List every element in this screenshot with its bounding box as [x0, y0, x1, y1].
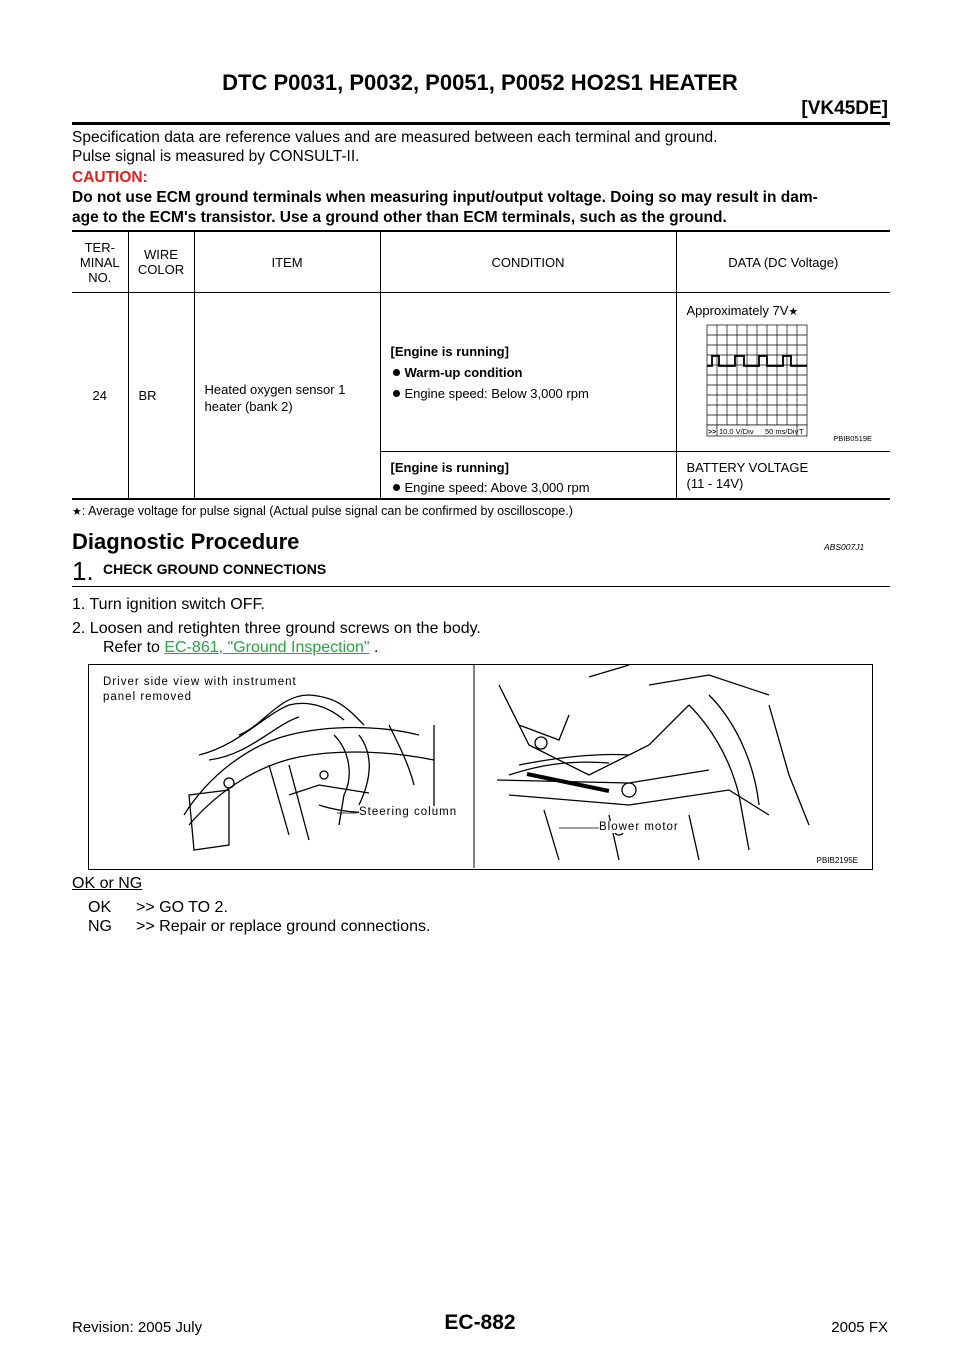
intro-line-2: Pulse signal is measured by CONSULT-II.: [72, 148, 360, 165]
condition-bullet-text: Engine speed: Below 3,000 rpm: [404, 386, 589, 401]
cell-item: [194, 293, 380, 500]
scope-time-label: 50 ms/Div: [764, 427, 798, 436]
footer-model: 2005 FX: [831, 1319, 888, 1336]
condition-heading: [Engine is running]: [390, 460, 509, 475]
ground-screw-figure: [88, 664, 873, 870]
data-value-text: (11 - 14V): [686, 476, 744, 491]
header-terminal-line: NO.: [88, 269, 112, 285]
condition-bullet: [391, 383, 676, 404]
step-title: CHECK GROUND CONNECTIONS: [103, 561, 327, 577]
step-rule: [72, 586, 890, 587]
step-instruction-2: 2. Loosen and retighten three ground screws on the body.: [72, 620, 481, 637]
scope-volt-label: 10.0 V/Div: [718, 427, 754, 436]
cell-condition-2: [380, 452, 676, 500]
step-reference: [103, 639, 379, 657]
step-number: 1.: [72, 556, 94, 586]
bullet-icon: [393, 484, 400, 491]
header-condition: CONDITION: [380, 231, 676, 293]
caution-line-2: age to the ECM's transistor. Use a ground other than ECM terminals, such as the ground.: [72, 209, 727, 226]
data-value-text: Approximately 7V: [686, 303, 789, 318]
oscilloscope-waveform: [687, 321, 887, 443]
ok-action: >> GO TO 2.: [136, 899, 228, 916]
intro-line-1: Specification data are reference values and are measured between each terminal and ground.: [72, 129, 718, 146]
cell-condition-1: [380, 293, 676, 452]
label-steering-column: Steering column: [359, 806, 458, 818]
cell-data-2: [676, 452, 890, 500]
section-title: Diagnostic Procedure: [72, 529, 300, 554]
star-icon: ★: [72, 506, 82, 518]
label-blower-motor: Blower motor: [599, 821, 679, 833]
header-terminal-line: TER-: [84, 239, 115, 255]
caution-heading: CAUTION:: [72, 169, 148, 186]
condition-heading: [Engine is running]: [390, 344, 509, 359]
cell-wire-color: BR: [128, 293, 194, 500]
caution-line-1: Do not use ECM ground terminals when measuring input/output voltage. Doing so may result in dam-: [72, 189, 818, 206]
table-row: [72, 293, 890, 452]
cell-data-1: [676, 293, 890, 452]
bullet-icon: [393, 369, 400, 376]
ng-action: >> Repair or replace ground connections.: [136, 918, 431, 935]
ng-label: NG: [88, 918, 112, 935]
engine-code: [VK45DE]: [801, 98, 888, 119]
result-heading: OK or NG: [72, 875, 143, 892]
ground-inspection-link[interactable]: EC-861, "Ground Inspection": [164, 639, 370, 656]
scope-arrow-label: >>: [707, 429, 716, 436]
table-header-row: [72, 231, 890, 293]
figure-caption-line: Driver side view with instrument: [103, 676, 297, 688]
figure-code: PBIB2195E: [816, 856, 858, 865]
figure-caption: [103, 675, 297, 705]
refer-prefix: Refer to: [103, 639, 165, 656]
star-icon: ★: [788, 306, 799, 318]
header-wire-color: [128, 231, 194, 293]
data-value-pulse: [687, 303, 891, 318]
footer-page-number: EC-882: [444, 1311, 516, 1334]
terminal-spec-table: [72, 230, 890, 500]
condition-bullet-text: Warm-up condition: [404, 365, 523, 380]
scope-trigger-label: T: [798, 427, 804, 436]
header-terminal-line: MINAL: [79, 254, 120, 270]
condition-bullet: [391, 478, 676, 498]
condition-bullet: [391, 362, 676, 383]
condition-bullet-text: Engine speed: Above 3,000 rpm: [404, 480, 590, 495]
bullet-icon: [393, 390, 400, 397]
figure-caption-line: panel removed: [103, 691, 193, 703]
caution-body: [72, 188, 890, 228]
header-wire-line: WIRE: [144, 247, 178, 262]
table-footnote: [72, 504, 573, 518]
ok-label: OK: [88, 899, 112, 916]
header-rule: [72, 122, 890, 125]
cell-item-line: heater (bank 2): [204, 399, 293, 414]
refer-suffix: .: [369, 639, 379, 656]
step-instruction-1: 1. Turn ignition switch OFF.: [72, 596, 265, 613]
intro-paragraph: [72, 128, 717, 166]
cell-terminal: 24: [72, 293, 128, 500]
footer-revision: Revision: 2005 July: [72, 1319, 203, 1336]
section-code: ABS007J1: [824, 542, 865, 552]
scope-figure-code: PBIB0519E: [833, 434, 872, 443]
header-terminal: [72, 231, 128, 293]
header-item: ITEM: [194, 231, 380, 293]
data-value-text: BATTERY VOLTAGE: [686, 460, 809, 475]
footnote-text: : Average voltage for pulse signal (Actual pulse signal can be confirmed by oscilloscope.): [81, 504, 573, 518]
cell-item-line: Heated oxygen sensor 1: [204, 382, 346, 397]
header-wire-line: COLOR: [137, 262, 185, 277]
header-data: DATA (DC Voltage): [676, 231, 890, 293]
page-title: DTC P0031, P0032, P0051, P0052 HO2S1 HEATER: [222, 70, 738, 95]
